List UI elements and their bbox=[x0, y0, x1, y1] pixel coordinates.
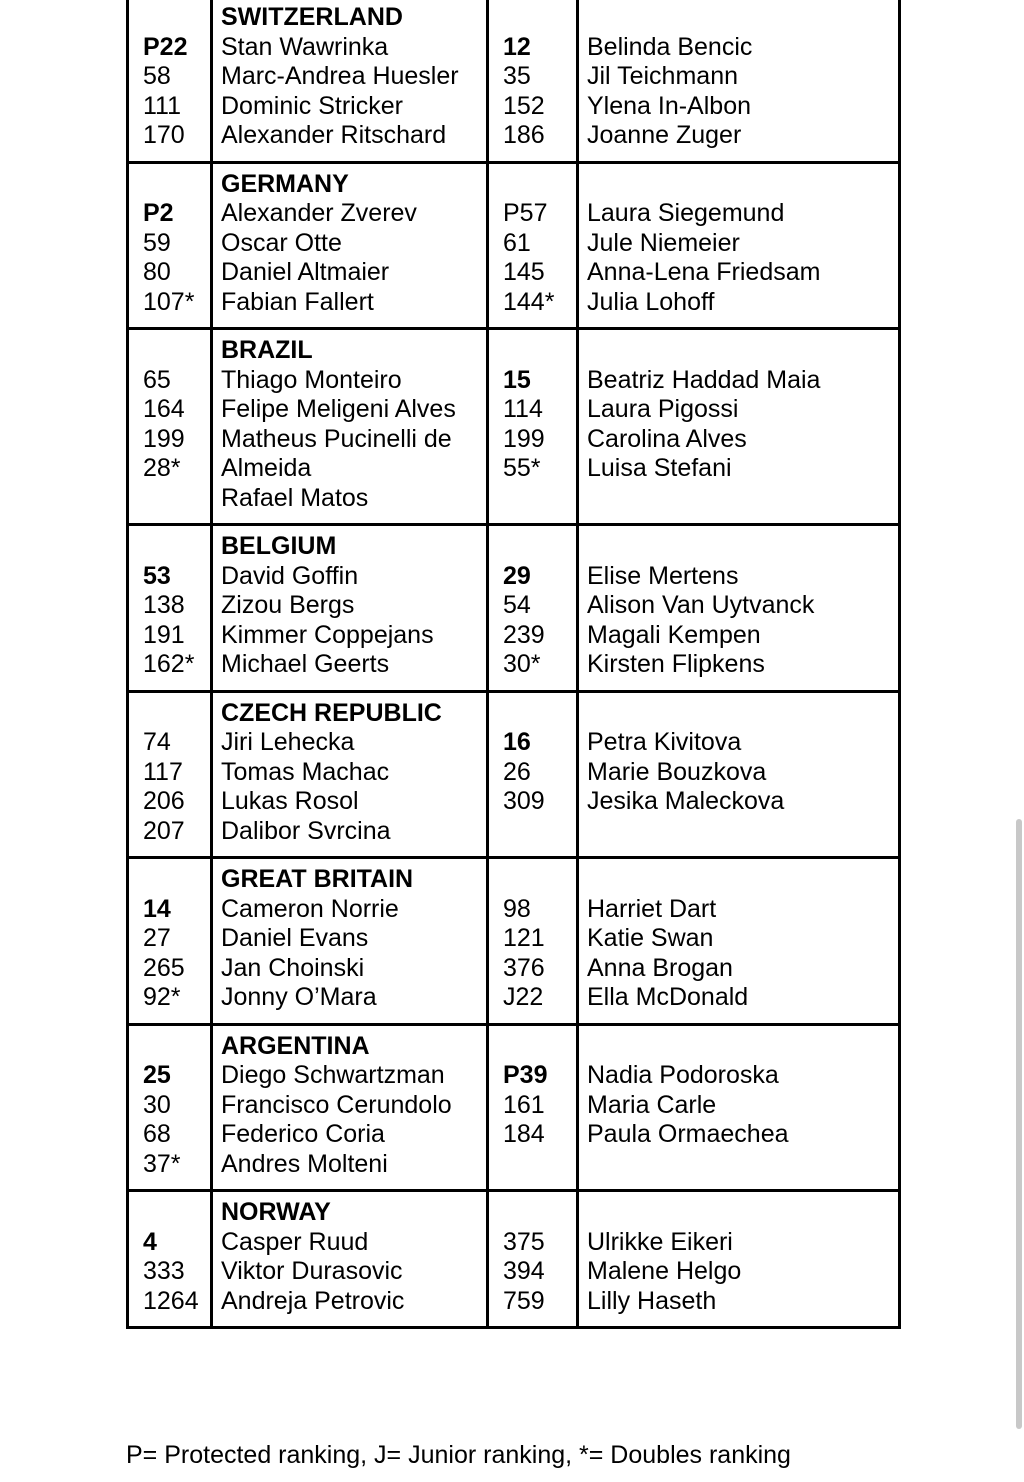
player-rank: 161 bbox=[503, 1090, 545, 1119]
player-name: David Goffin bbox=[221, 561, 359, 590]
team-row bbox=[128, 858, 900, 1025]
player-rank: 265 bbox=[143, 953, 185, 982]
womens-rank-cell bbox=[488, 858, 578, 1025]
womens-players-cell bbox=[578, 525, 900, 692]
player-rank: 68 bbox=[143, 1120, 171, 1148]
player-name: Carolina Alves bbox=[587, 424, 747, 453]
player-name: Casper Ruud bbox=[221, 1227, 369, 1256]
player-rank: P57 bbox=[503, 199, 548, 227]
ranking-legend-footnote: P= Protected ranking, J= Junior ranking, *= Doubles ranking bbox=[126, 1441, 791, 1469]
player-rank: 394 bbox=[503, 1257, 545, 1285]
womens-players-cell bbox=[578, 162, 900, 329]
team-roster-table bbox=[126, 0, 901, 1329]
player-rank: 30 bbox=[143, 1090, 171, 1119]
player-rank: 199 bbox=[503, 424, 545, 453]
player-rank: 4 bbox=[143, 1227, 157, 1256]
player-rank: 333 bbox=[143, 1257, 185, 1285]
player-name: Belinda Bencic bbox=[587, 32, 753, 61]
mens-players-cell bbox=[212, 162, 488, 329]
player-name: Andres Molteni bbox=[221, 1149, 388, 1178]
player-rank: 26 bbox=[503, 757, 531, 786]
row-filler bbox=[587, 817, 898, 847]
player-name: Luisa Stefani bbox=[587, 454, 732, 482]
country-name: SWITZERLAND bbox=[221, 3, 403, 31]
player-rank: 152 bbox=[503, 91, 545, 120]
player-name: Elise Mertens bbox=[587, 561, 739, 590]
mens-rank-cell bbox=[128, 0, 212, 162]
womens-players-cell bbox=[578, 329, 900, 525]
team-row bbox=[128, 162, 900, 329]
player-name: Beatriz Haddad Maia bbox=[587, 365, 821, 394]
player-rank: 28* bbox=[143, 454, 181, 482]
player-rank: 144* bbox=[503, 287, 555, 316]
player-rank: 53 bbox=[143, 561, 171, 590]
player-name: Daniel Evans bbox=[221, 924, 369, 952]
player-name: Kirsten Flipkens bbox=[587, 650, 765, 678]
mens-rank-cell bbox=[128, 691, 212, 858]
mens-players-cell bbox=[212, 691, 488, 858]
womens-players-cell bbox=[578, 0, 900, 162]
womens-rank-cell bbox=[488, 162, 578, 329]
player-name: Dalibor Svrcina bbox=[221, 816, 391, 845]
mens-players-cell bbox=[212, 525, 488, 692]
player-rank: 37* bbox=[143, 1149, 181, 1178]
player-rank: 25 bbox=[143, 1061, 171, 1089]
player-rank: 207 bbox=[143, 816, 185, 845]
womens-players-cell bbox=[578, 1191, 900, 1328]
mens-rank-cell bbox=[128, 1024, 212, 1191]
player-name: Oscar Otte bbox=[221, 228, 342, 257]
country-name: BRAZIL bbox=[221, 336, 313, 364]
team-row bbox=[128, 0, 900, 162]
player-name: Paula Ormaechea bbox=[587, 1120, 789, 1148]
womens-rank-cell bbox=[488, 691, 578, 858]
player-rank: 27 bbox=[143, 924, 171, 952]
team-row bbox=[128, 525, 900, 692]
player-rank: 30* bbox=[503, 650, 541, 678]
womens-rank-cell bbox=[488, 1191, 578, 1328]
mens-players-cell bbox=[212, 0, 488, 162]
player-name: Rafael Matos bbox=[221, 483, 369, 512]
player-rank: 58 bbox=[143, 62, 171, 90]
player-name: Marie Bouzkova bbox=[587, 757, 767, 786]
player-rank: 121 bbox=[503, 924, 545, 952]
player-name: Jesika Maleckova bbox=[587, 787, 785, 815]
player-name: Federico Coria bbox=[221, 1120, 385, 1148]
mens-rank-cell bbox=[128, 329, 212, 525]
womens-players-cell bbox=[578, 858, 900, 1025]
player-name: Michael Geerts bbox=[221, 650, 390, 678]
player-rank: 59 bbox=[143, 228, 171, 257]
country-name: GERMANY bbox=[221, 169, 349, 198]
player-name: Anna-Lena Friedsam bbox=[587, 258, 821, 286]
player-name: Ylena In-Albon bbox=[587, 91, 752, 120]
player-rank: 162* bbox=[143, 650, 195, 678]
player-name: Alexander Ritschard bbox=[221, 121, 447, 149]
player-name: Lilly Haseth bbox=[587, 1286, 717, 1315]
mens-rank-cell bbox=[128, 525, 212, 692]
player-name: Maria Carle bbox=[587, 1090, 717, 1119]
player-name: Laura Pigossi bbox=[587, 395, 739, 423]
player-rank: 164 bbox=[143, 395, 185, 423]
player-rank: 111 bbox=[143, 91, 182, 120]
player-name: Ulrikke Eikeri bbox=[587, 1227, 733, 1256]
player-name: Nadia Podoroska bbox=[587, 1061, 779, 1089]
womens-players-cell bbox=[578, 1024, 900, 1191]
player-name: Jiri Lehecka bbox=[221, 728, 355, 756]
team-row bbox=[128, 1024, 900, 1191]
player-name: Francisco Cerundolo bbox=[221, 1090, 452, 1119]
player-name: Matheus Pucinelli de bbox=[221, 424, 452, 453]
team-row bbox=[128, 691, 900, 858]
player-name: Felipe Meligeni Alves bbox=[221, 395, 456, 423]
player-name: Jule Niemeier bbox=[587, 228, 740, 257]
player-name: Diego Schwartzman bbox=[221, 1061, 445, 1089]
row-filler bbox=[587, 1150, 898, 1180]
player-rank: 107* bbox=[143, 287, 195, 316]
player-rank: 206 bbox=[143, 787, 185, 815]
player-rank: 15 bbox=[503, 365, 531, 394]
player-rank: 186 bbox=[503, 121, 545, 149]
player-name: Katie Swan bbox=[587, 924, 714, 952]
player-rank: 138 bbox=[143, 591, 185, 619]
player-name: Viktor Durasovic bbox=[221, 1257, 403, 1285]
player-rank: 92* bbox=[143, 983, 181, 1011]
player-name: Kimmer Coppejans bbox=[221, 620, 434, 649]
player-rank: 114 bbox=[503, 395, 543, 423]
player-rank: 759 bbox=[503, 1286, 545, 1315]
vertical-scrollbar[interactable] bbox=[1016, 819, 1022, 1429]
player-name: Jan Choinski bbox=[221, 953, 365, 982]
player-name: Thiago Monteiro bbox=[221, 365, 402, 394]
mens-players-cell bbox=[212, 329, 488, 525]
player-name: Stan Wawrinka bbox=[221, 32, 389, 61]
player-name: Daniel Altmaier bbox=[221, 258, 390, 286]
player-rank: 191 bbox=[143, 620, 185, 649]
player-name: Laura Siegemund bbox=[587, 199, 785, 227]
player-rank: 309 bbox=[503, 787, 545, 815]
player-rank: 1264 bbox=[143, 1286, 199, 1315]
player-name: Alexander Zverev bbox=[221, 199, 417, 227]
player-rank: 74 bbox=[143, 728, 171, 756]
mens-rank-cell bbox=[128, 1191, 212, 1328]
womens-rank-cell bbox=[488, 1024, 578, 1191]
player-name: Almeida bbox=[221, 454, 312, 482]
country-name: GREAT BRITAIN bbox=[221, 865, 414, 893]
player-rank: J22 bbox=[503, 983, 544, 1011]
player-name: Petra Kivitova bbox=[587, 728, 742, 756]
player-name: Malene Helgo bbox=[587, 1257, 742, 1285]
player-rank: P2 bbox=[143, 199, 174, 227]
player-rank: 199 bbox=[143, 424, 185, 453]
player-name: Julia Lohoff bbox=[587, 287, 715, 316]
country-name: NORWAY bbox=[221, 1198, 331, 1226]
player-name: Tomas Machac bbox=[221, 757, 390, 786]
player-rank: P39 bbox=[503, 1061, 548, 1089]
team-row bbox=[128, 1191, 900, 1328]
player-rank: 12 bbox=[503, 32, 531, 61]
player-name: Harriet Dart bbox=[587, 894, 717, 923]
player-rank: 170 bbox=[143, 121, 185, 149]
row-filler bbox=[587, 484, 898, 514]
mens-players-cell bbox=[212, 858, 488, 1025]
team-row bbox=[128, 329, 900, 525]
player-name: Magali Kempen bbox=[587, 620, 761, 649]
player-rank: P22 bbox=[143, 32, 188, 61]
womens-players-cell bbox=[578, 691, 900, 858]
player-rank: 61 bbox=[503, 228, 531, 257]
player-rank: 80 bbox=[143, 258, 171, 286]
player-name: Zizou Bergs bbox=[221, 591, 355, 619]
womens-rank-cell bbox=[488, 329, 578, 525]
player-rank: 145 bbox=[503, 258, 545, 286]
player-rank: 375 bbox=[503, 1227, 545, 1256]
country-name: CZECH REPUBLIC bbox=[221, 698, 442, 727]
womens-rank-cell bbox=[488, 525, 578, 692]
player-rank: 54 bbox=[503, 591, 531, 619]
player-rank: 239 bbox=[503, 620, 545, 649]
player-name: Andreja Petrovic bbox=[221, 1286, 405, 1315]
player-name: Dominic Stricker bbox=[221, 91, 403, 120]
country-name: BELGIUM bbox=[221, 532, 337, 560]
player-name: Jil Teichmann bbox=[587, 62, 739, 90]
player-name: Fabian Fallert bbox=[221, 287, 374, 316]
player-name: Joanne Zuger bbox=[587, 121, 742, 149]
player-rank: 29 bbox=[503, 561, 531, 590]
player-name: Jonny O’Mara bbox=[221, 983, 377, 1011]
womens-rank-cell bbox=[488, 0, 578, 162]
mens-rank-cell bbox=[128, 858, 212, 1025]
player-rank: 117 bbox=[143, 757, 183, 786]
player-name: Cameron Norrie bbox=[221, 894, 399, 923]
mens-players-cell bbox=[212, 1191, 488, 1328]
player-rank: 376 bbox=[503, 953, 545, 982]
player-name: Marc-Andrea Huesler bbox=[221, 62, 459, 90]
player-rank: 184 bbox=[503, 1120, 545, 1148]
player-rank: 14 bbox=[143, 894, 171, 923]
player-rank: 55* bbox=[503, 454, 541, 482]
country-name: ARGENTINA bbox=[221, 1031, 370, 1060]
mens-rank-cell bbox=[128, 162, 212, 329]
player-rank: 65 bbox=[143, 365, 171, 394]
player-name: Anna Brogan bbox=[587, 953, 733, 982]
player-rank: 16 bbox=[503, 728, 531, 756]
player-name: Lukas Rosol bbox=[221, 787, 359, 815]
player-rank: 35 bbox=[503, 62, 531, 90]
player-name: Alison Van Uytvanck bbox=[587, 591, 815, 619]
player-rank: 98 bbox=[503, 894, 531, 923]
mens-players-cell bbox=[212, 1024, 488, 1191]
player-name: Ella McDonald bbox=[587, 983, 749, 1011]
